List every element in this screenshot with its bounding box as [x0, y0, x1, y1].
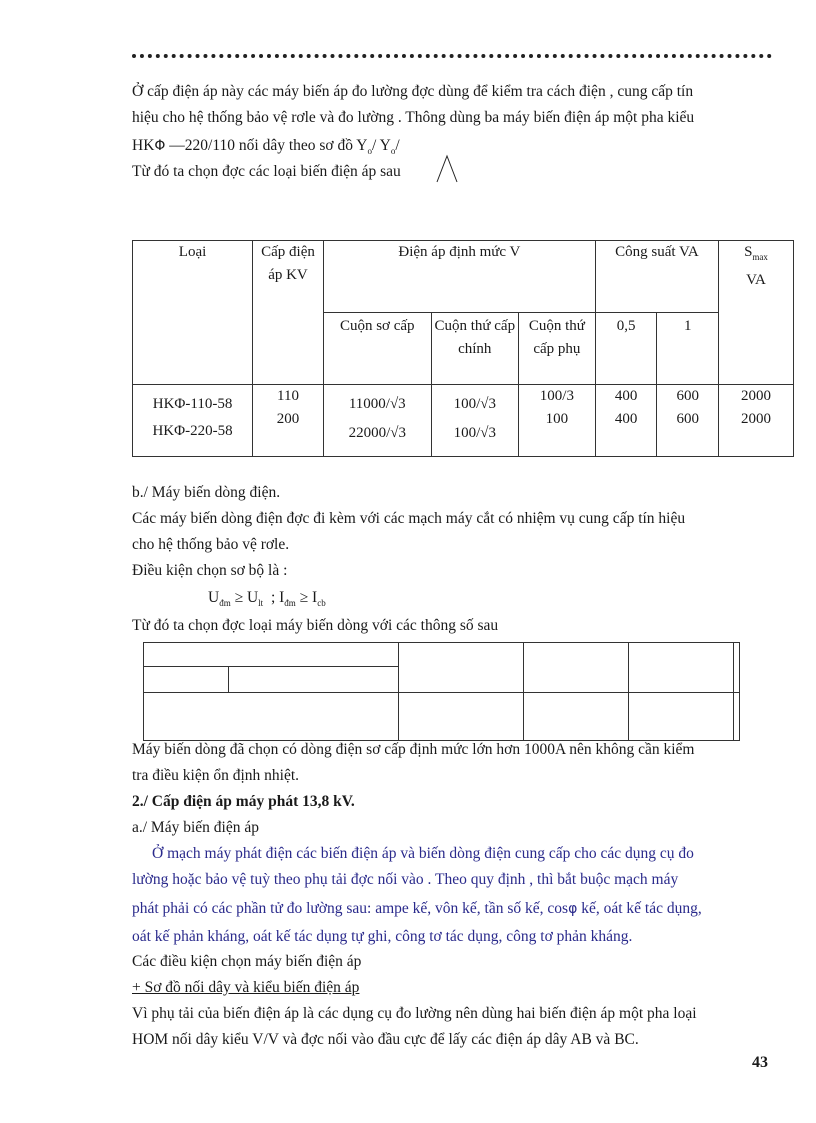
section-b-p4: Từ đó ta chọn đợc loại máy biến dòng với các thông số sau: [132, 617, 499, 634]
page-number: 43: [752, 1054, 768, 1071]
ct-cell: [628, 693, 733, 741]
ct-cell: [229, 667, 399, 693]
delta-symbol-icon: [436, 154, 458, 184]
heading-2: 2./ Cấp điện áp máy phát 13,8 kV.: [132, 793, 355, 810]
conditions-text-2: HOM nối dây kiểu V/V và đợc nối vào đầu cực để lấy các điện áp dây AB và BC.: [132, 1031, 639, 1048]
col-header-cong-suat: Công suất VA: [595, 241, 718, 313]
col-header-1: 1: [657, 313, 719, 385]
section-b-title: b./ Máy biến dòng điện.: [132, 484, 281, 501]
intro-line-4: Từ đó ta chọn đợc các loại biến điện áp sau: [132, 163, 401, 180]
intro-line-2: hiệu cho hệ thống bảo vệ rơle và đo lường . Thông dùng ba máy biến điện áp một pha kiểu: [132, 109, 695, 126]
body-blue-2: lường hoặc bảo vệ tuỳ theo phụ tải đợc nối vào . Theo quy định , thì bắt buộc mạch máy: [132, 871, 679, 888]
ct-cell: [628, 643, 733, 693]
section-b-p2: cho hệ thống bảo vệ rơle.: [132, 536, 290, 553]
cell-1: 600 600: [657, 385, 719, 457]
col-header-loai: Loại: [133, 241, 253, 385]
ct-cell: [144, 693, 399, 741]
cell-thu-chinh: 100/√3 100/√3: [431, 385, 518, 457]
current-transformer-table: [143, 642, 740, 741]
ct-cell: [144, 667, 229, 693]
col-header-cuon-thu-phu: Cuộn thứ cấp phụ: [518, 313, 595, 385]
col-header-cap: Cấp điện áp KV: [253, 241, 324, 385]
selection-condition: $U_{đm} \ge U_{lt}$ ; $I_{đm} \ge I_{cb}$: [208, 589, 326, 609]
dotted-header-rule: [132, 54, 772, 58]
conditions-title: Các điều kiện chọn máy biến điện áp: [132, 953, 362, 970]
col-header-dien-ap: Điện áp định mức V: [323, 241, 595, 313]
ct-cell: [523, 693, 628, 741]
col-header-cuon-so-cap: Cuộn sơ cấp: [323, 313, 431, 385]
ct-cell: [398, 643, 523, 693]
col-header-05: 0,5: [595, 313, 657, 385]
cell-smax: 2000 2000: [719, 385, 794, 457]
cell-loai: HKΦ-110-58 HKΦ-220-58: [133, 385, 253, 457]
after-table-line-1: Máy biến dòng đã chọn có dòng điện sơ cấp định mức lớn hơn 1000A nên không cần kiểm: [132, 741, 695, 758]
ct-cell: [144, 643, 399, 667]
conditions-text-1: Vì phụ tải của biến điện áp là các dụng cụ đo lường nên dùng hai biến điện áp một pha loại: [132, 1005, 697, 1022]
ct-cell: [733, 643, 739, 693]
intro-line-1: Ở cấp điện áp này các máy biến áp đo lường đợc dùng để kiểm tra cách điện , cung cấp tín: [132, 83, 694, 100]
ct-cell: [523, 643, 628, 693]
intro-line-3: HKΦ —220/110 nối dây theo sơ đồ $Y_o/$ $Y_o/$: [132, 137, 400, 157]
cell-so-cap: 11000/√3 22000/√3: [323, 385, 431, 457]
voltage-transformer-table: [132, 240, 794, 457]
section-b-p1: Các máy biến dòng điện đợc đi kèm với các mạch máy cắt có nhiệm vụ cung cấp tín hiệu: [132, 510, 686, 527]
body-blue-1: Ở mạch máy phát điện các biến điện áp và biến dòng điện cung cấp cho các dụng cụ đo: [152, 845, 694, 862]
cell-thu-phu: 100/3 100: [518, 385, 595, 457]
section-b-p3: Điều kiện chọn sơ bộ là :: [132, 562, 288, 579]
col-header-cuon-thu-chinh: Cuộn thứ cấp chính: [431, 313, 518, 385]
cell-05: 400 400: [595, 385, 657, 457]
cell-cap: 110 200: [253, 385, 324, 457]
ct-cell: [733, 693, 739, 741]
body-blue-4: oát kế phản kháng, oát kế tác dụng tự ghi, công tơ tác dụng, công tơ phản kháng.: [132, 928, 633, 945]
ct-cell: [398, 693, 523, 741]
body-blue-3: phát phải có các phần tử đo lường sau: ampe kế, vôn kế, tần số kế, cosφ kế, oát kế tác dụng,: [132, 900, 702, 917]
heading-a: a./ Máy biến điện áp: [132, 819, 259, 836]
after-table-line-2: tra điều kiện ổn định nhiệt.: [132, 767, 300, 784]
col-header-smax: $S_{max}$ VA: [719, 241, 794, 385]
conditions-sub: + Sơ đồ nối dây và kiểu biến điện áp: [132, 979, 360, 996]
